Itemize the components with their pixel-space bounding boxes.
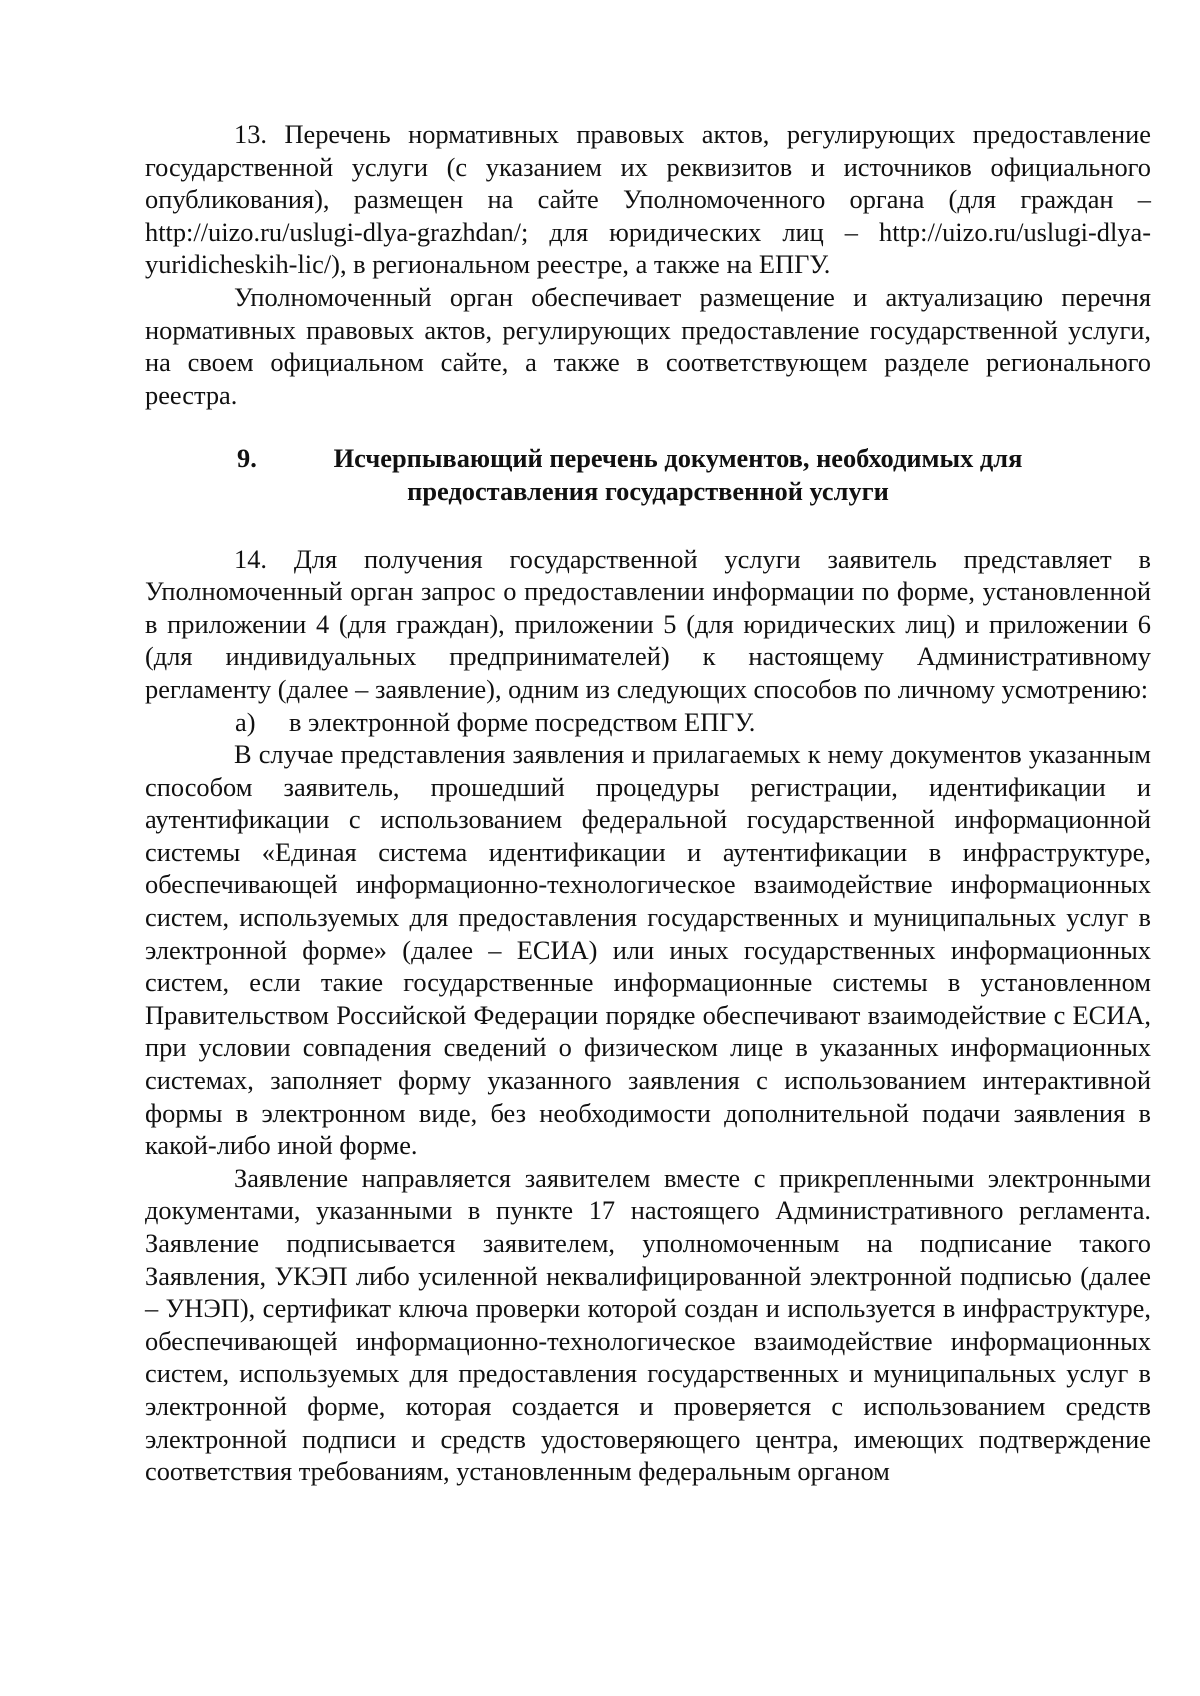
paragraph-signature: Заявление направляется заявителем вместе с прикрепленными электронными документами, указанными в пункте 17 настоящего Административного регламента. Заявление подписывается заявителем, уполномоченным на подписание такого Заявления, УКЭП либо усиленной неквалифицированной электронной подписью (далее – УНЭП), сертификат ключа проверки которой создан и используется в инфраструктуре, обеспечивающей информационно-технологическое взаимодействие информационных систем, используемых для предоставления государственных и муниципальных услуг в электронной форме, которая создается и проверяется с использованием средств электронной подписи и средств удостоверяющего центра, имеющих подтверждение соответствия требованиям, установленным федеральным органом (145, 1162, 1151, 1487)
section-heading (145, 442, 1151, 507)
paragraph-authorized-body: Уполномоченный орган обеспечивает размещение и актуализацию перечня нормативных правовых актов, регулирующих предоставление государственной услуги, на своем официальном сайте, а также в соответствующем разделе регионального реестра. (145, 281, 1151, 410)
paragraph-esia: В случае представления заявления и прилагаемых к нему документов указанным способом заявитель, прошедший процедуры регистрации, идентификации и аутентификации с использованием федеральной государственной информационной системы «Единая система идентификации и аутентификации в инфраструктуре, обеспечивающей информационно-технологическое взаимодействие информационных систем, используемых для предоставления государственных и муниципальных услуг в электронной форме» (далее – ЕСИА) или иных государственных информационных систем, если такие государственные информационные системы в установленном Правительством Российской Федерации порядке обеспечивают взаимодействие с ЕСИА, при условии совпадения сведений о физическом лице в указанных информационных системах, заполняет форму указанного заявления с использованием интерактивной формы в электронном виде, без необходимости дополнительной подачи заявления в какой-либо иной форме. (145, 739, 1151, 1161)
document-page (145, 118, 1151, 1488)
section-title-line2: предоставления государственной услуги (407, 475, 889, 506)
section-heading-row1 (145, 442, 1151, 475)
list-item-a (145, 706, 1151, 739)
paragraph-13: 13. Перечень нормативных правовых актов, регулирующих предоставление государственной услуги (с указанием их реквизитов и источников официального опубликования), размещен на сайте Уполномоченного органа (для граждан – http://uizo.ru/uslugi-dlya-grazhdan/; для юридических лиц – http://uizo.ru/uslugi-dlya-yuridicheskih-lic/), в региональном реестре, а также на ЕПГУ. (145, 119, 1151, 280)
section-number: 9. (237, 443, 257, 474)
paragraph-14: 14. Для получения государственной услуги заявитель представляет в Уполномоченный орган запрос о предоставлении информации по форме, установленной в приложении 4 (для граждан), приложении 5 (для юридических лиц) и приложении 6 (для индивидуальных предпринимателей) к настоящему Административному регламенту (далее – заявление), одним из следующих способов по личному усмотрению: (145, 543, 1151, 704)
list-item-text: в электронной форме посредством ЕПГУ. (289, 706, 756, 737)
section-title-line1: Исчерпывающий перечень документов, необходимых для (333, 443, 1023, 474)
list-item-marker: а) (235, 706, 256, 737)
